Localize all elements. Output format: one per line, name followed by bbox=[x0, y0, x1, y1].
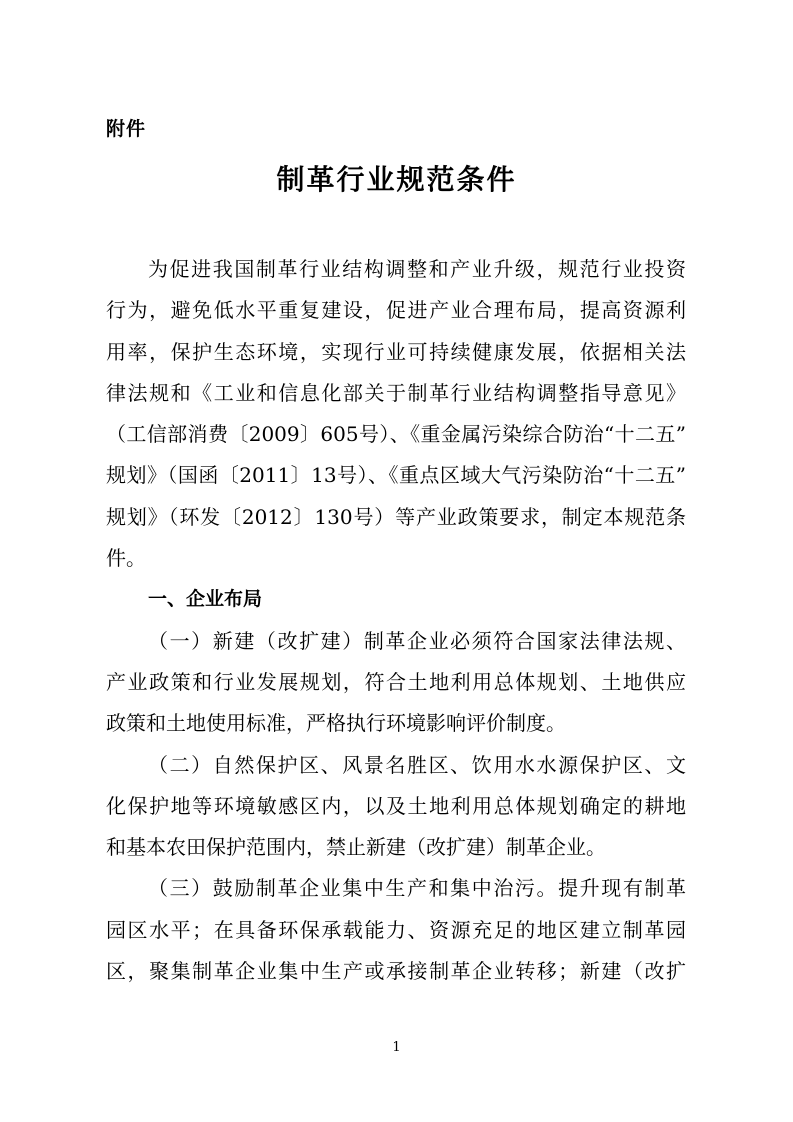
text-line: （二）自然保护区、风景名胜区、饮用水水源保护区、文 bbox=[148, 752, 686, 777]
document-title: 制革行业规范条件 bbox=[276, 163, 517, 196]
annex-label: 附件 bbox=[106, 118, 147, 140]
text-line: 用率，保护生态环境，实现行业可持续健康发展，依据相关法 bbox=[106, 339, 686, 364]
document-body bbox=[106, 249, 686, 992]
text-line: （一）新建（改扩建）制革企业必须符合国家法律法规、 bbox=[148, 628, 686, 653]
clause-paragraph bbox=[106, 621, 686, 745]
text-line: 规划》（国函〔2011〕13号）、《重点区域大气污染防治“十二五” bbox=[106, 463, 686, 488]
text-line: 为促进我国制革行业结构调整和产业升级，规范行业投资 bbox=[148, 257, 686, 281]
text-line: （三）鼓励制革企业集中生产和集中治污。提升现有制革 bbox=[148, 876, 686, 901]
text-line: （工信部消费〔2009〕605号）、《重金属污染综合防治“十二五” bbox=[106, 422, 686, 447]
page-number: 1 bbox=[392, 1040, 401, 1055]
text-line: 和基本农田保护范围内，禁止新建（改扩建）制革企业。 bbox=[106, 835, 606, 860]
text-line: 件。 bbox=[106, 546, 146, 571]
text-line: 园区水平；在具备环保承载能力、资源充足的地区建立制革园 bbox=[106, 917, 686, 942]
preamble-paragraph bbox=[106, 249, 686, 579]
text-line: 政策和土地使用标准，严格执行环境影响评价制度。 bbox=[106, 711, 566, 736]
text-line: 律法规和《工业和信息化部关于制革行业结构调整指导意见》 bbox=[106, 380, 686, 405]
text-line: 化保护地等环境敏感区内，以及土地利用总体规划确定的耕地 bbox=[106, 793, 686, 818]
text-line: 规划》（环发〔2012〕130号）等产业政策要求，制定本规范条 bbox=[106, 504, 686, 529]
text-line: 行为，避免低水平重复建设，促进产业合理布局，提高资源利 bbox=[106, 298, 686, 323]
text-line: 产业政策和行业发展规划，符合土地利用总体规划、土地供应 bbox=[106, 669, 686, 694]
text-line: 区，聚集制革企业集中生产或承接制革企业转移；新建（改扩 bbox=[106, 959, 686, 984]
clause-paragraph bbox=[106, 745, 686, 869]
clause-paragraph bbox=[106, 868, 686, 992]
section-heading: 一、企业布局 bbox=[148, 588, 263, 611]
